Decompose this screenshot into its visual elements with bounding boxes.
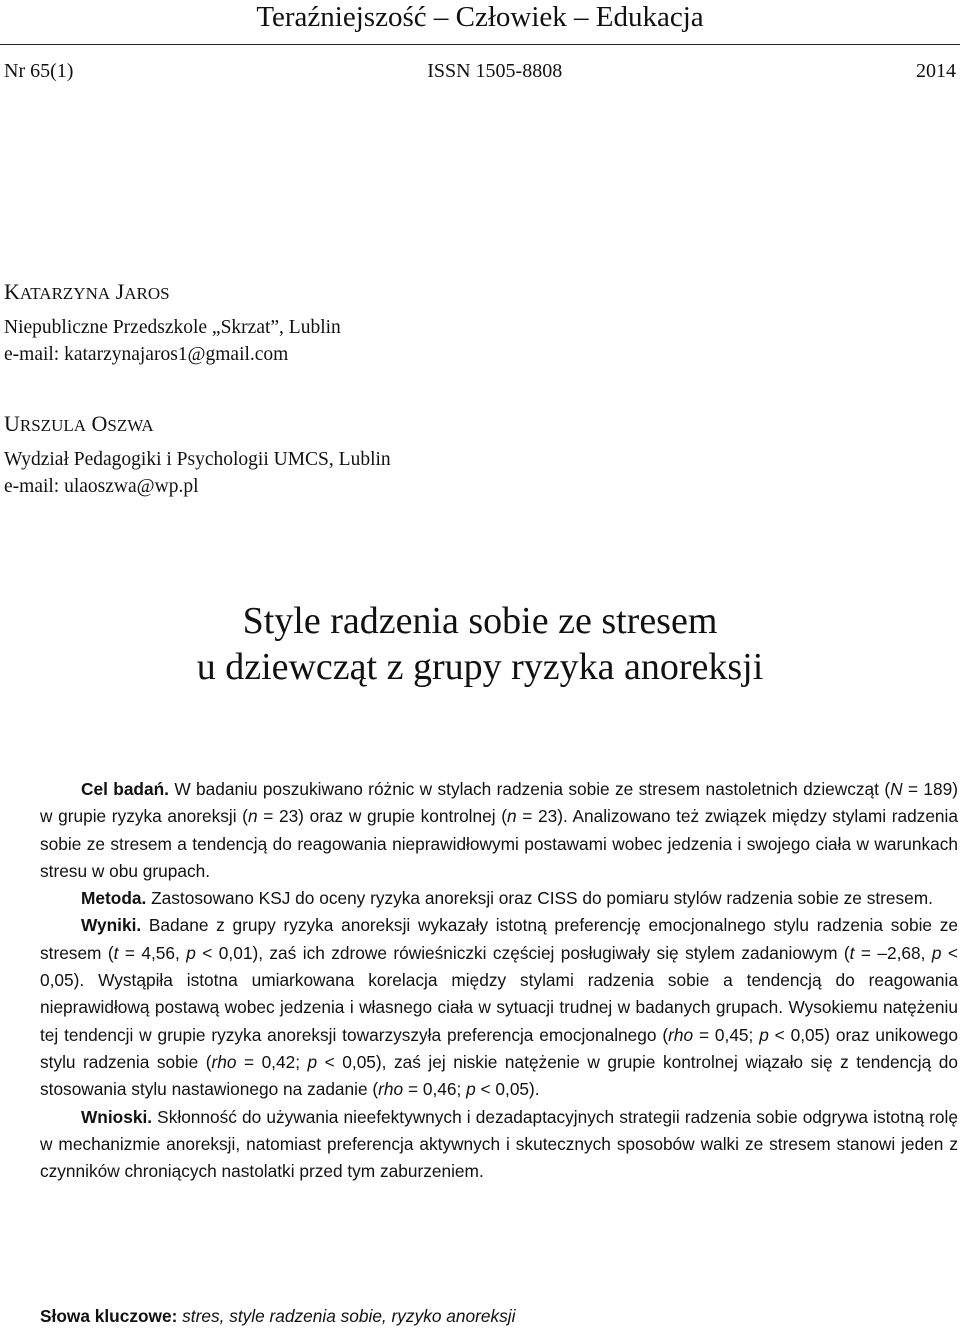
keywords-label: Słowa kluczowe: xyxy=(40,1306,178,1326)
abstract xyxy=(40,776,958,1185)
issue-info-row xyxy=(4,58,956,84)
issue-year: 2014 xyxy=(915,60,956,82)
abstract-conclusions: Wnioski. Skłonność do używania nieefektywnych i dezadaptacyjnych strategii radzenia sobie odgrywa istotną rolę w mechanizmie anoreksji, natomiast preferencja aktywnych i skutecznych sposobów walki ze stresem stanowi jeden z czynników chroniących nastolatki przed tym zaburzeniem. xyxy=(40,1106,958,1182)
keywords-values: stres, style radzenia sobie, ryzyko anoreksji xyxy=(182,1306,516,1326)
issue-number: Nr 65(1) xyxy=(4,60,74,82)
journal-title: Teraźniejszość – Człowiek – Edukacja xyxy=(256,1,704,33)
author-1-name: KATARZYNA JAROS xyxy=(4,279,170,304)
header-divider xyxy=(0,44,960,45)
author-2-name: URSZULA OSZWA xyxy=(4,411,154,436)
keywords xyxy=(40,1303,958,1330)
abstract-results: Wyniki. Badane z grupy ryzyka anoreksji wykazały istotną preferencję emocjonalnego stylu radzenia sobie ze stresem (t = 4,56, p < 0,01), zaś ich zdrowe rówieśniczki częściej posługiwały się stylem zadaniowym (t = –2,68, p < 0,05). Wystąpiła istotna umiarkowana korelacja między stylami radzenia sobie a tendencją do reagowania nieprawidłową postawą wobec jedzenia i własnego ciała w sytuacji trudnej w badanych grupach. Wysokiemu natężeniu tej tendencji w grupie ryzyka anoreksji towarzyszyła preferencja emocjonalnego (rho = 0,45; p < 0,05) oraz unikowego stylu radzenia sobie (rho = 0,42; p < 0,05), zaś jej niskie natężenie w grupie kontrolnej wiązało się z tendencją do stosowania stylu nastawionego na zadanie (rho = 0,46; p < 0,05). xyxy=(40,915,959,1100)
author-1-email: e-mail: katarzynajaros1@gmail.com xyxy=(4,344,289,365)
author-1 xyxy=(4,278,341,368)
abstract-aim: Cel badań. W badaniu poszukiwano różnic w stylach radzenia sobie ze stresem nastoletnich dziewcząt (N = 189) w grupie ryzyka anoreksji (n = 23) oraz w grupie kontrolnej (n = 23). Analizowano też związek między stylami radzenia sobie ze stresem a tendencją do reagowania nieprawidłowymi postawami wobec jedzenia i swojego ciała w warunkach stresu w obu grupach. xyxy=(40,779,959,881)
author-2 xyxy=(4,410,391,500)
paper-title-line-2: u dziewcząt z grupy ryzyka anoreksji xyxy=(196,646,764,688)
author-2-affiliation: Wydział Pedagogiki i Psychologii UMCS, Lublin xyxy=(4,449,391,470)
author-2-email: e-mail: ulaoszwa@wp.pl xyxy=(4,476,199,497)
paper-title xyxy=(0,598,960,690)
paper-title-line-1: Style radzenia sobie ze stresem xyxy=(242,600,718,642)
issn: ISSN 1505-8808 xyxy=(427,60,563,82)
abstract-method: Metoda. Zastosowano KSJ do oceny ryzyka anoreksji oraz CISS do pomiaru stylów radzenia sobie ze stresem. xyxy=(81,888,933,909)
author-1-affiliation: Niepubliczne Przedszkole „Skrzat”, Lublin xyxy=(4,317,341,338)
